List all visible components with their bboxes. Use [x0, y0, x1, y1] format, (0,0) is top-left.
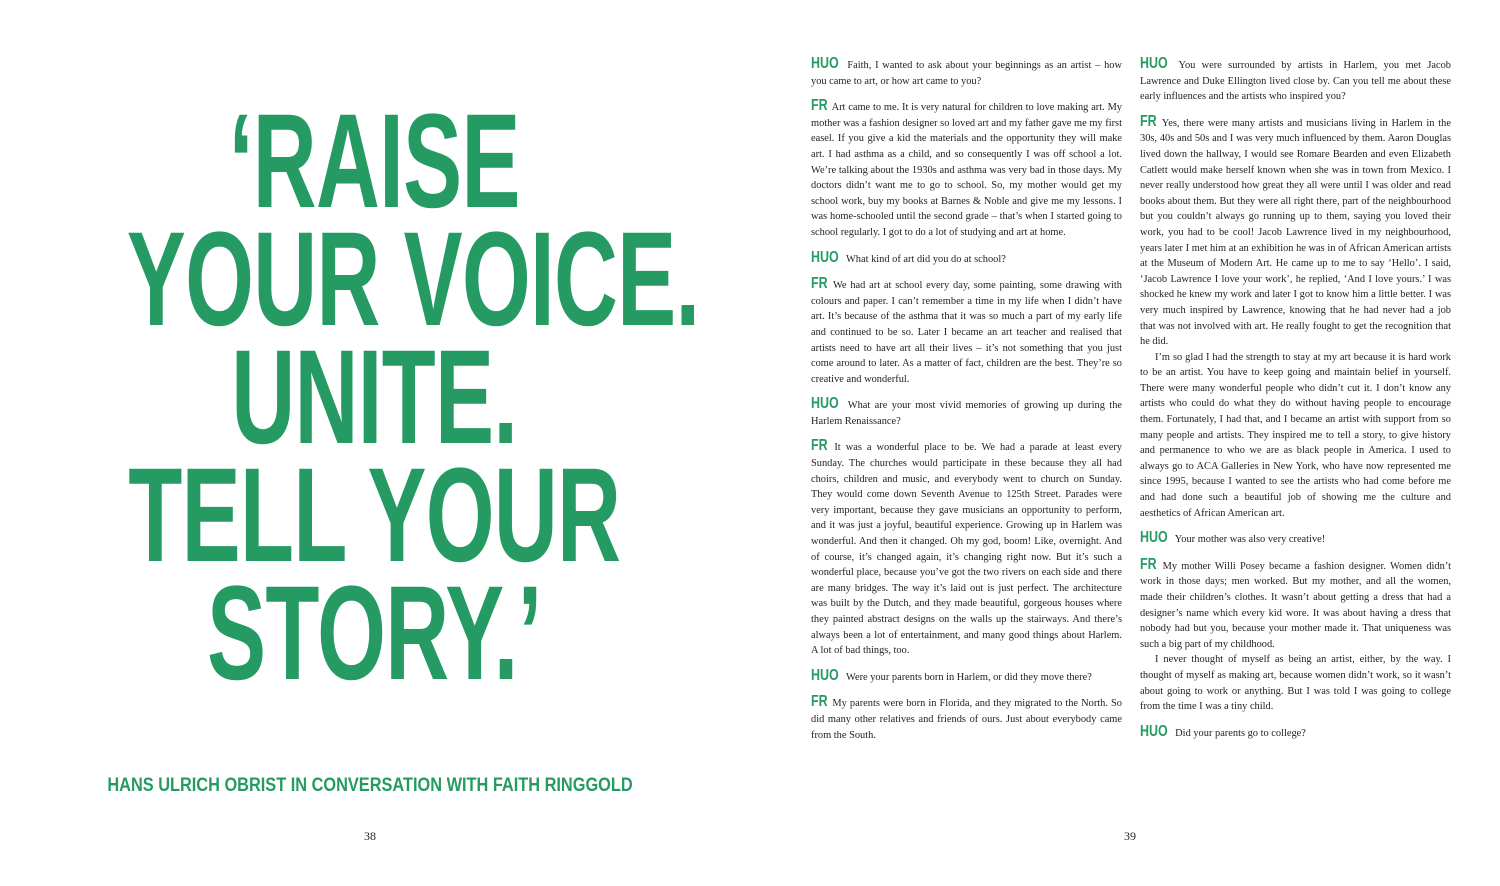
- paragraph-text: Did your parents go to college?: [1175, 727, 1306, 739]
- interview-paragraph: [811, 55, 1122, 89]
- interview-paragraph: [811, 97, 1122, 240]
- paragraph-text: Art came to me. It is very natural for children to love making art. My mother was a fashion designer so loved art and my father gave me my first easel. If you give a kid the materials and the opportunity they will make art. I had asthma as a child, and so consequently I was off school a lot. We’re talking about the 1930s and asthma was very bad in those days. My doctors didn’t want me to go to school. So, my mother would get my school work, buy my books at Barnes & Noble and give me my lessons. I was home-schooled until the second grade – that’s when I started going to school regularly. I got to do a lot of studying and art at home.: [811, 102, 1122, 238]
- interview-paragraph: [1140, 652, 1451, 714]
- paragraph-text: We had art at school every day, some painting, some drawing with colours and paper. I can’t remember a time in my life when I didn’t have art. It’s because of the asthma that it was so much a part of my early life and continued to be so. Later I became an art teacher and realised that artists need to have art all their lives – it’s not something that you just come around to later. As a matter of fact, children are the best. They’re so creative and wonderful.: [811, 280, 1122, 385]
- interview-paragraph: [811, 693, 1122, 743]
- interview-paragraph: [1140, 529, 1451, 548]
- interview-entry: [1140, 722, 1451, 742]
- speaker-label: HUO: [811, 248, 839, 266]
- speaker-label: HUO: [1140, 722, 1168, 740]
- right-page: [750, 0, 1500, 886]
- interview-paragraph: [1140, 112, 1451, 350]
- pull-quote-line: STORY.’: [207, 559, 542, 708]
- interview-entry: [811, 97, 1122, 240]
- interview-entry: [1140, 112, 1451, 521]
- speaker-label: FR: [1140, 555, 1157, 573]
- interview-entry: [1140, 555, 1451, 715]
- pull-quote-line: UNITE.: [231, 323, 518, 472]
- paragraph-text: I’m so glad I had the strength to stay at my art because it is hard work to be an artist. You have to keep going and maintain belief in yourself. There were many wonderful people who didn’t cut it. I don’t know any artists who could do what they do without having people to encourage them. Fortunately, I had that, and I became an artist with support from so many people and artists. They inspired me to tell a story, to give history and permanence to who we are as black people in America. I used to always go to ACA Galleries in New York, who have now represented me since 1995, because I wanted to see the artists who had come before me and had done such a beautiful job of showing me the culture and aesthetics of African American art.: [1140, 351, 1451, 519]
- speaker-label: HUO: [1140, 529, 1168, 547]
- pull-quote-line: TELL YOUR: [128, 441, 621, 590]
- speaker-label: FR: [811, 275, 828, 293]
- speaker-label: FR: [1140, 112, 1157, 130]
- speaker-label: HUO: [811, 55, 839, 72]
- speaker-label: HUO: [811, 395, 839, 413]
- interview-entry: [811, 395, 1122, 429]
- paragraph-text: Were your parents born in Harlem, or did they move there?: [845, 671, 1092, 683]
- interview-paragraph: [1140, 722, 1451, 742]
- page-number-right: 39: [1124, 829, 1136, 843]
- pull-quote-line: YOUR VOICE.: [126, 205, 700, 354]
- interview-paragraph: [811, 248, 1122, 268]
- interview-paragraph: [811, 275, 1122, 387]
- interview-paragraph: [811, 437, 1122, 658]
- byline: HANS ULRICH OBRIST IN CONVERSATION WITH FAITH RINGGOLD: [107, 775, 633, 796]
- interview-paragraph: [1140, 555, 1451, 653]
- page-number-left: 38: [364, 829, 376, 843]
- interview-entry: [1140, 55, 1451, 105]
- interview-entry: [811, 693, 1122, 743]
- interview-paragraph: [811, 395, 1122, 429]
- paragraph-text: What kind of art did you do at school?: [845, 253, 1006, 265]
- paragraph-text: I never thought of myself as being an artist, either, by the way. I thought of myself as making art, because women didn’t work, so it wasn’t about going to work or anything. But I was told I was going to college from the time I was a tiny child.: [1140, 654, 1451, 713]
- interview-column-1: [811, 55, 1122, 754]
- interview-entry: [811, 666, 1122, 686]
- interview-entry: [811, 248, 1122, 268]
- speaker-label: FR: [811, 693, 828, 711]
- paragraph-text: You were surrounded by artists in Harlem, you met Jacob Lawrence and Duke Ellington lived close by. Can you tell me about these early influences and the artists who inspired you?: [1140, 60, 1451, 103]
- paragraph-text: Faith, I wanted to ask about your beginnings as an artist – how you came to art, or how art came to you?: [811, 60, 1122, 87]
- interview-entry: [811, 55, 1122, 89]
- pull-quote-line: ‘RAISE: [228, 87, 520, 236]
- pull-quote: [126, 87, 700, 708]
- paragraph-text: Your mother was also very creative!: [1174, 534, 1326, 546]
- speaker-label: FR: [811, 97, 828, 115]
- interview-paragraph: [1140, 350, 1451, 522]
- interview-entry: [811, 437, 1122, 658]
- interview-entry: [1140, 529, 1451, 548]
- paragraph-text: My mother Willi Posey became a fashion designer. Women didn’t work in those days; men worked. But my mother, and all the women, made their children’s clothes. It wasn’t about getting a dress that had a designer’s name which every kid wore. It was about having a dress that nobody had but you, because your mother made it. That uniqueness was such a big part of my childhood.: [1140, 560, 1451, 650]
- interview-entry: [811, 275, 1122, 387]
- paragraph-text: It was a wonderful place to be. We had a parade at least every Sunday. The churches would participate in these because they all had choirs, children and music, and everybody went to church on Sunday. They would come down Seventh Avenue to 125th Street. Parades were very important, because they gave musicians an opportunity to perform, and it was just a joyful, beautiful experience. Growing up in Harlem was wonderful. And then it changed. Oh my god, boom! Like, overnight. And of course, it’s changed again, it’s changing right now. But it’s such a wonderful place, because you’ve got the two rivers on each side and there are many bridges. The way it’s laid out is just perfect. The architecture was built by the Dutch, and they made beautiful, gorgeous houses where they painted abstract designs on the walls up the stairways. And there’s always been a lot of entertainment, and many good things about Harlem. A lot of bad things, too.: [811, 442, 1122, 657]
- paragraph-text: My parents were born in Florida, and they migrated to the North. So did many other relatives and friends of ours. Just about everybody came from the South.: [811, 698, 1122, 741]
- paragraph-text: What are your most vivid memories of growing up during the Harlem Renaissance?: [811, 400, 1122, 427]
- speaker-label: FR: [811, 437, 828, 455]
- interview-column-2: [1140, 55, 1451, 752]
- paragraph-text: Yes, there were many artists and musicians living in Harlem in the 30s, 40s and 50s and I was very much influenced by them. Aaron Douglas lived down the hallway, I would see Romare Bearden and even Elizabeth Catlett would make herself known when she was in town from Mexico. I never really understood how great they all were until I was older and read books about them. But they were all right there, part of the neighbourhood but you couldn’t always go running up to them, saying you loved their work, you had to be cool! Jacob Lawrence lived in my neighbourhood, years later I met him at an exhibition he was in of African American artists at the Museum of Modern Art. He came up to me to say ‘Hello’. I said, ‘Jacob Lawrence I love your work’, he replied, ‘And I love yours.’ I was shocked he knew my work and later I got to know him a little better. I was very much inspired by Lawrence, knowing that he had never had a job that was not involved with art. He really fought to get the recognition that he did.: [1140, 117, 1451, 348]
- speaker-label: HUO: [811, 666, 839, 684]
- speaker-label: HUO: [1140, 55, 1168, 72]
- interview-paragraph: [811, 666, 1122, 686]
- interview-paragraph: [1140, 55, 1451, 105]
